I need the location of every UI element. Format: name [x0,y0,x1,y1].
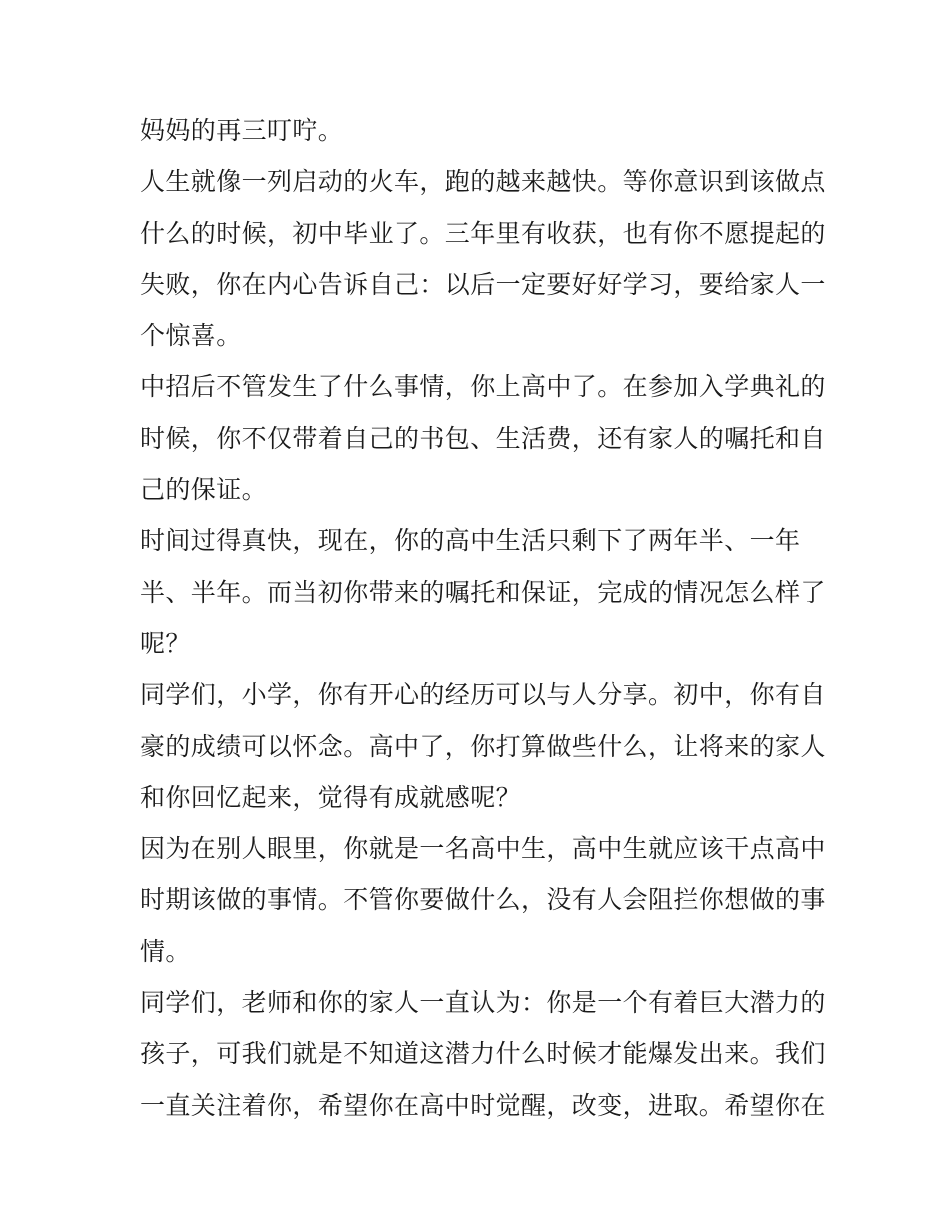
text-line: 时期该做的事情。不管你要做什么，没有人会阻拦你想做的事 [140,885,826,915]
text-line: 时间过得真快，现在，你的高中生活只剩下了两年半、一年 [140,526,801,556]
text-line: 豪的成绩可以怀念。高中了，你打算做些什么，让将来的家人 [140,731,826,761]
text-line: 中招后不管发生了什么事情，你上高中了。在参加入学典礼的 [140,372,826,402]
text-line: 时候，你不仅带着自己的书包、生活费，还有家人的嘱托和自 [140,423,826,453]
text-line: 和你回忆起来，觉得有成就感呢？ [140,782,522,812]
text-line: 失败，你在内心告诉自己：以后一定要好好学习，要给家人一 [140,269,826,299]
text-line: 一直关注着你，希望你在高中时觉醒，改变，进取。希望你在 [140,1090,826,1120]
text-line: 情。 [140,936,191,966]
text-line: 个惊喜。 [140,321,242,351]
body-text [140,105,826,1131]
text-line: 同学们，小学，你有开心的经历可以与人分享。初中，你有自 [140,680,826,710]
text-line: 半、半年。而当初你带来的嘱托和保证，完成的情况怎么样了 [140,577,826,607]
text-line: 人生就像一列启动的火车，跑的越来越快。等你意识到该做点 [140,167,826,197]
text-line: 呢？ [140,628,191,658]
text-line: 己的保证。 [140,475,268,505]
text-line: 什么的时候，初中毕业了。三年里有收获，也有你不愿提起的 [140,218,826,248]
text-line: 同学们，老师和你的家人一直认为：你是一个有着巨大潜力的 [140,988,826,1018]
text-line: 妈妈的再三叮咛。 [140,116,344,145]
text-line: 孩子，可我们就是不知道这潜力什么时候才能爆发出来。我们 [140,1039,826,1069]
text-line: 因为在别人眼里，你就是一名高中生，高中生就应该干点高中 [140,834,826,864]
